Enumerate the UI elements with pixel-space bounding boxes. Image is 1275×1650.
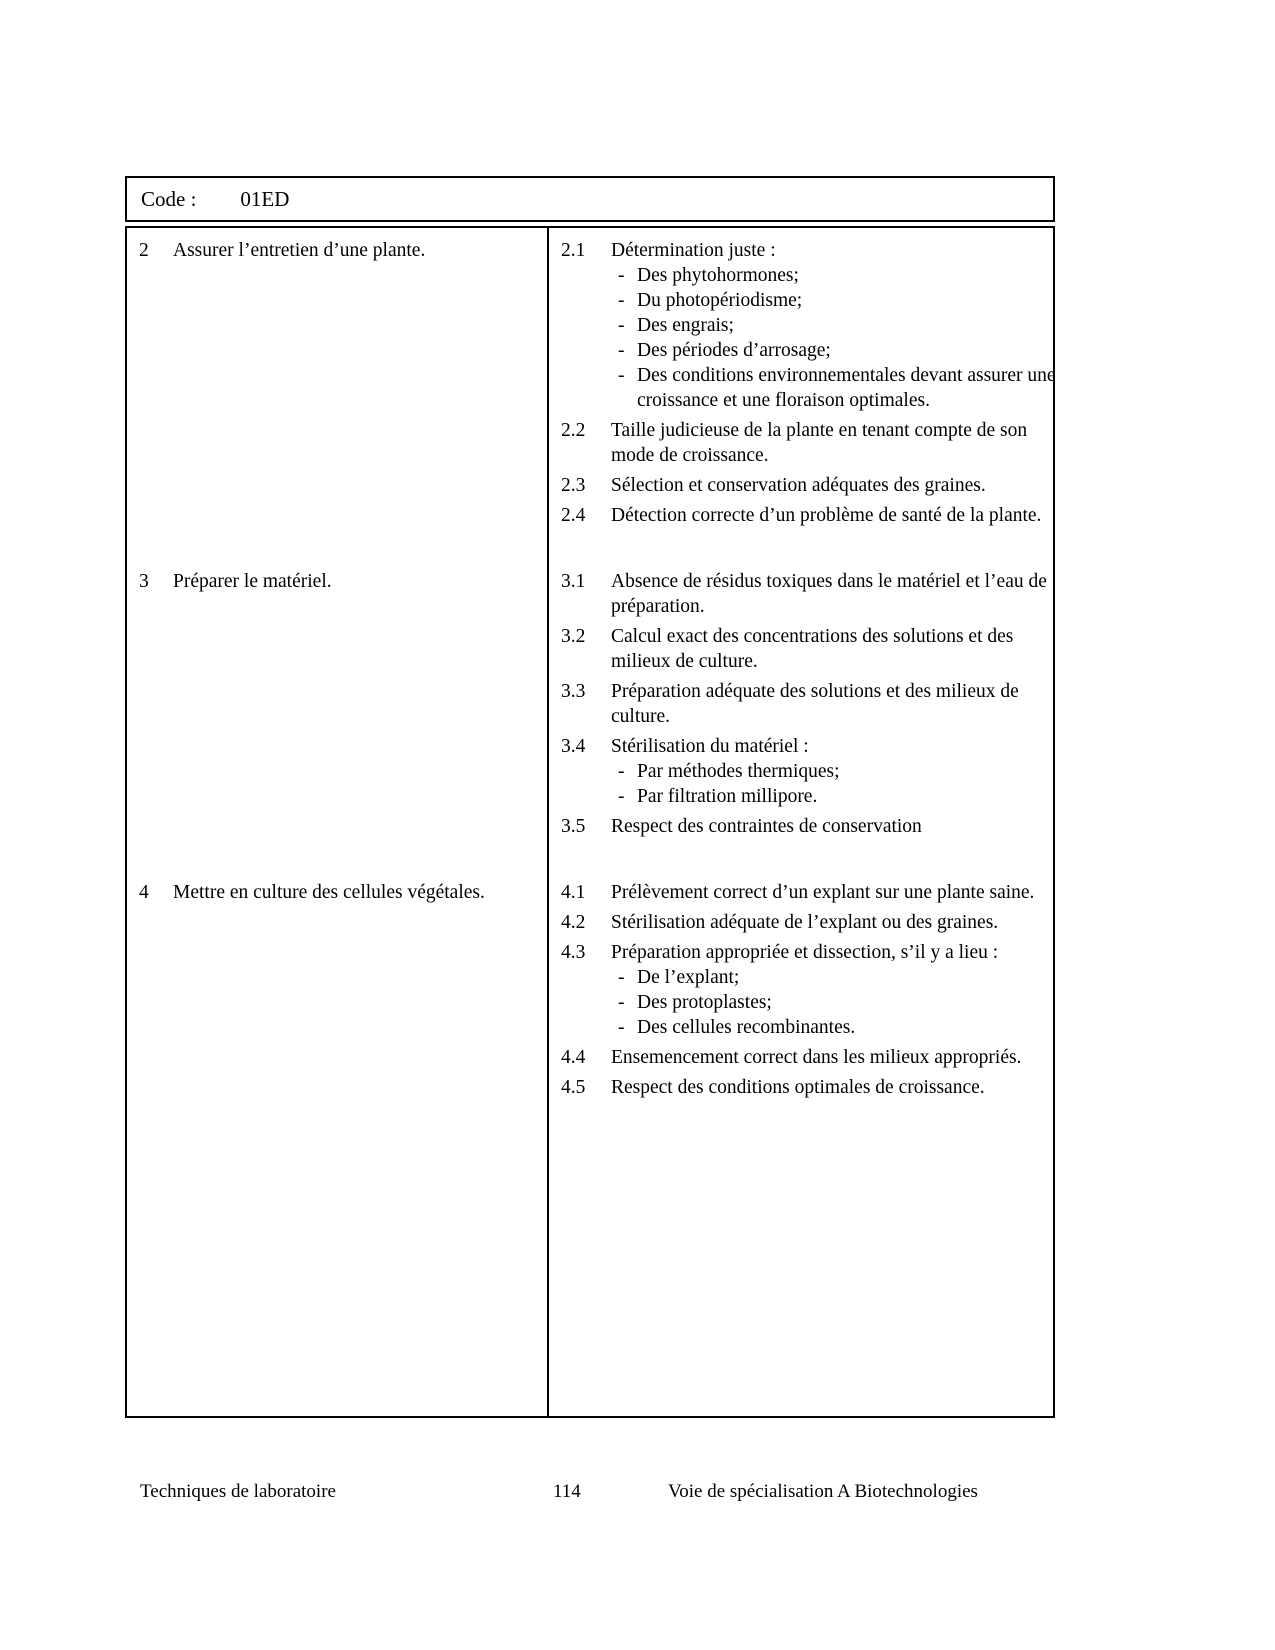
criterion [561,734,1056,809]
footer-page-number: 114 [553,1481,581,1502]
bullet-item: - Par filtration millipore. [611,784,1056,809]
task-number: 4 [139,882,149,903]
criterion [561,910,1056,935]
bullet-item: - Des conditions environnementales devant assurer une croissance et une floraison optimales. [611,363,1056,413]
task-cell [127,569,547,844]
criterion [561,503,1056,528]
code-label: Code : [141,186,197,211]
criterion-number: 3.5 [561,816,586,837]
criteria-cell [547,569,1064,844]
criterion [561,238,1056,413]
bullet-item: - Des phytohormones; [611,263,1056,288]
task-number: 3 [139,571,149,592]
criterion-text: Préparation adéquate des solutions et des milieux de culture. [611,681,1019,727]
criterion-text: Ensemencement correct dans les milieux appropriés. [611,1047,1022,1068]
criterion-text: Détermination juste : [611,240,776,261]
section-row [127,569,1053,844]
criteria-cell [547,238,1064,533]
task-label: Assurer l’entretien d’une plante. [173,240,426,261]
criterion [561,880,1056,905]
criterion [561,624,1056,674]
criterion-number: 2.4 [561,505,586,526]
section-row [127,880,1053,1105]
bullet-item: - De l’explant; [611,965,1056,990]
bullet-item: - Du photopériodisme; [611,288,1056,313]
section-row [127,238,1056,533]
criterion [561,940,1056,1040]
criterion-number: 4.2 [561,912,586,933]
criterion [561,814,1056,839]
criterion-number: 3.2 [561,626,586,647]
page-footer [0,1481,1275,1507]
criterion-number: 3.3 [561,681,586,702]
criterion [561,418,1056,468]
criterion [561,1075,1056,1100]
bullet-item: - Des cellules recombinantes. [611,1015,1056,1040]
criterion-number: 3.4 [561,736,586,757]
footer-document-title: Techniques de laboratoire [140,1481,336,1502]
table-body [125,226,1055,1418]
bullet-item: - Par méthodes thermiques; [611,759,1056,784]
code-value: 01ED [240,186,290,211]
criterion-text: Calcul exact des concentrations des solutions et des milieux de culture. [611,626,1014,672]
task-label: Préparer le matériel. [173,571,332,592]
criterion-text: Stérilisation du matériel : [611,736,809,757]
criterion-text: Absence de résidus toxiques dans le matériel et l’eau de préparation. [611,571,1047,617]
footer-section-title: Voie de spécialisation A Biotechnologies [668,1481,978,1502]
criterion-text: Sélection et conservation adéquates des graines. [611,475,986,496]
criterion-text: Prélèvement correct d’un explant sur une plante saine. [611,882,1035,903]
criterion-number: 4.1 [561,882,586,903]
code-header [125,176,1055,222]
criterion [561,679,1056,729]
criterion-number: 2.1 [561,240,586,261]
criterion [561,1045,1056,1070]
criterion-text: Taille judicieuse de la plante en tenant compte de son mode de croissance. [611,420,1028,466]
criterion [561,473,1056,498]
document-table [125,176,1055,1418]
criterion-text: Respect des contraintes de conservation [611,816,922,837]
column-divider [547,228,549,1416]
bullet-item: - Des engrais; [611,313,1056,338]
task-label: Mettre en culture des cellules végétales. [173,882,485,903]
criterion-number: 2.2 [561,420,586,441]
criterion [561,569,1056,619]
task-cell [127,880,547,1105]
criteria-cell [547,880,1064,1105]
criterion-number: 4.5 [561,1077,586,1098]
criterion-number: 4.4 [561,1047,586,1068]
bullet-item: - Des protoplastes; [611,990,1056,1015]
criterion-text: Détection correcte d’un problème de santé de la plante. [611,505,1042,526]
bullet-item: - Des périodes d’arrosage; [611,338,1056,363]
criterion-text: Préparation appropriée et dissection, s’il y a lieu : [611,942,999,963]
criterion-text: Respect des conditions optimales de croissance. [611,1077,985,1098]
criterion-text: Stérilisation adéquate de l’explant ou des graines. [611,912,999,933]
criterion-number: 2.3 [561,475,586,496]
criterion-number: 4.3 [561,942,586,963]
criterion-number: 3.1 [561,571,586,592]
task-number: 2 [139,240,149,261]
task-cell [127,238,547,533]
